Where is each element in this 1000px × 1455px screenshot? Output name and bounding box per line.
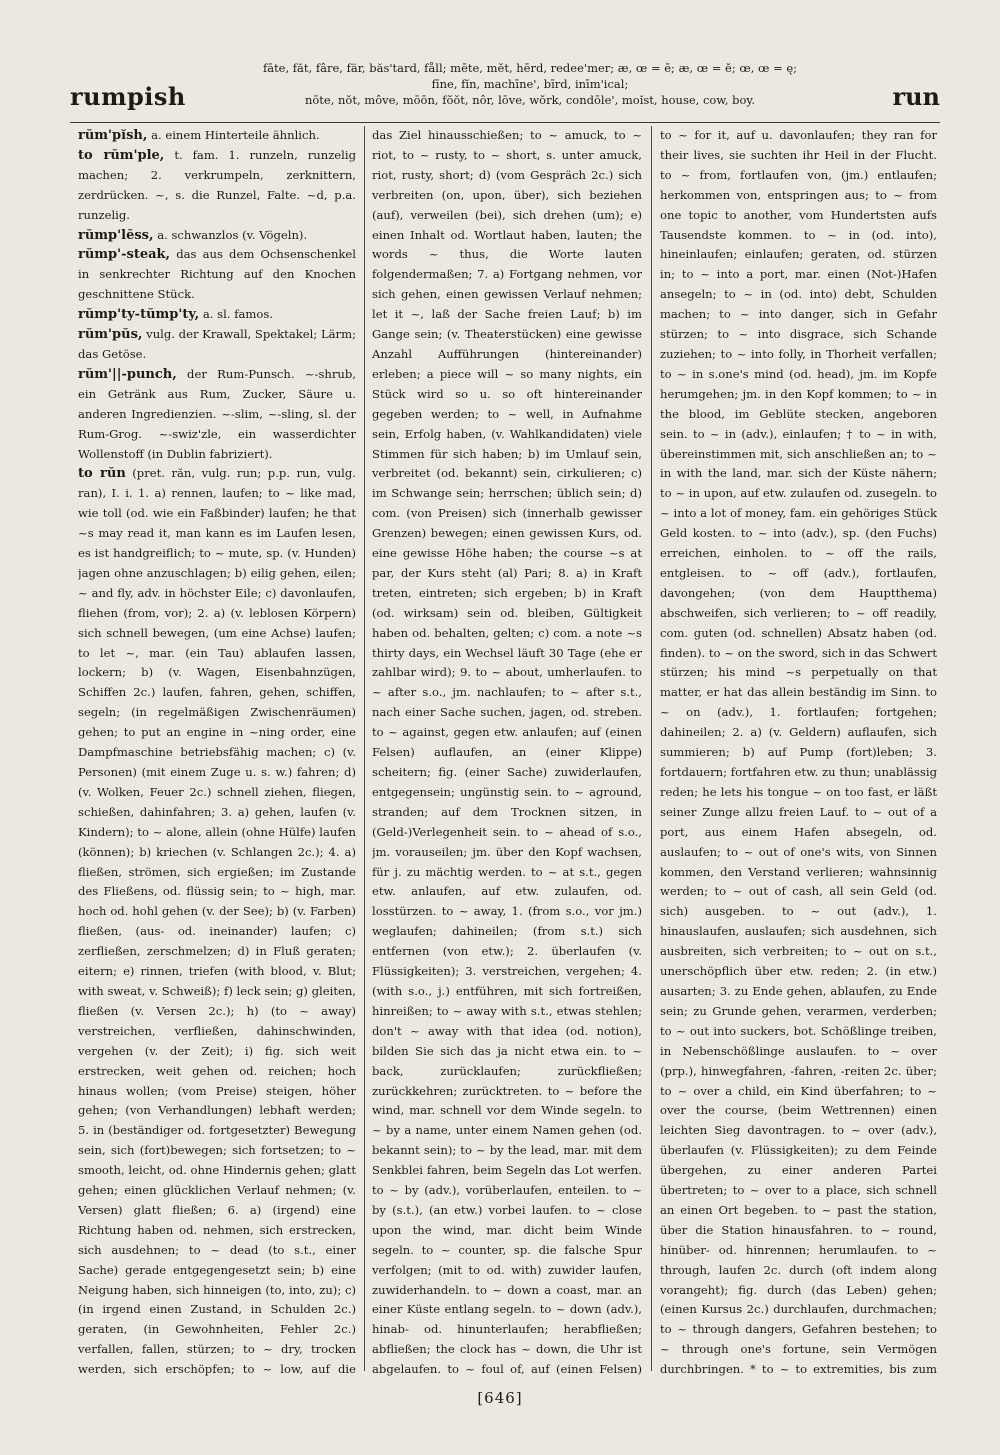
pronunciation-key-line: fīne, fĭn, machīne', bīrd, inīm'ical;: [431, 77, 629, 91]
page-header: [70, 60, 940, 116]
entry-definition: a. sl. famos.: [202, 307, 274, 322]
entry-headword: rŭm'pĭsh,: [78, 128, 148, 143]
entry-headword: rŭm'||-punch,: [78, 366, 177, 382]
header-rule: [70, 122, 940, 123]
entry-definition: a. einem Hinterteile ähnlich.: [151, 128, 320, 142]
dictionary-entry: [78, 325, 356, 365]
entry-definition: t. fam. 1. runzeln, runzelig machen; 2. verkrumpeln, zerknittern, zerdrücken. ~, s. die Runzel, Falte. ~d, p.a. runzelig.: [78, 147, 356, 222]
column-divider: [364, 126, 365, 1371]
dictionary-entry: [660, 126, 937, 1376]
dictionary-entry: [78, 226, 356, 246]
entry-definition: der Rum-Punsch. ~-shrub, ein Getränk aus Rum, Zucker, Säure u. anderen Ingredienzien. ~-slim, ~-sling, sl. der Rum-Grog. ~-swiz'zle, ein wasserdichter Wollenstoff (in Dublin fabriziert).: [78, 366, 356, 461]
dictionary-column-3: [660, 126, 937, 1376]
entry-headword: rŭmp'ty-tŭmp'ty,: [78, 307, 200, 323]
guide-word-right: run: [892, 82, 940, 111]
guide-word-left: rumpish: [70, 82, 186, 111]
entry-definition: vulg. der Krawall, Spektakel; Lärm; das Getöse.: [78, 327, 356, 361]
page-number: [646]: [477, 1389, 523, 1407]
entry-definition: das aus dem Ochsenschenkel in senkrechter Richtung auf den Knochen geschnittene Stück.: [78, 247, 356, 302]
entry-definition: das Ziel hinausschießen; to ~ amuck, to ~ riot, to ~ rusty, to ~ short, s. unter amuck, riot, rusty, short; d) (vom Gespräch 2c.) sich verbreiten (on, upon, über), sich beziehen (auf), verweilen (bei), sich drehen (um); e) einen Inhalt od. Wortlaut haben, lauten; the words ~ thus, die Worte lauten folgendermaßen; 7. a) Fortgang nehmen, vor sich gehen, einen gewissen Verlauf nehmen; let it ~, laß der Sache freien Lauf; b) im Gange sein; (v. Theaterstücken) eine gewisse Anzahl Aufführungen (hintereinander) erleben; a piece will ~ so many nights, ein Stück wird so u. so oft hintereinander gegeben werden; to ~ well, in Aufnahme sein, Erfolg haben, (v. Wahlkandidaten) viele Stimmen für sich haben; b) im Umlauf sein, verbreitet (od. bekannt) sein, cirkulieren; c) im Schwange sein; herrschen; üblich sein; d) com. (von Preisen) sich (innerhalb gewisser Grenzen) bewegen; einen gewissen Kurs, od. eine gewisse Höhe haben; the course ~s at par, der Kurs steht (al) Pari; 8. a) in Kraft treten, eintreten; sich ergeben; b) in Kraft (od. wirksam) sein od. bleiben, Gültigkeit haben od. behalten, gelten; c) com. a note ~s thirty days, ein Wechsel läuft 30 Tage (ehe er zahlbar wird); 9. to ~ about, umherlaufen. to ~ after s.o., jm. nachlaufen; to ~ after s.t., nach einer Sache suchen, jagen, od. streben. to ~ against, gegen etw. anlaufen; auf (einen Felsen) auflaufen, an (einer Klippe) scheitern; fig. (einer Sache) zuwiderlaufen, entgegensein; ungünstig sein. to ~ aground, stranden; auf dem Trocknen sitzen, in (Geld-)Verlegenheit sein. to ~ ahead of s.o., jm. vorauseilen; jm. über den Kopf wachsen, für j. zu mächtig werden. to ~ at s.t., gegen etw. anlaufen, auf etw. zulaufen, od. losstürzen. to ~ away, 1. (from s.o., vor jm.) weglaufen; dahineilen; (from s.t.) sich entfernen (von etw.); 2. überlaufen (v. Flüssigkeiten); 3. verstreichen, vergehen; 4. (with s.o., j.) entführen, mit sich fortreißen, hinreißen; to ~ away with s.t., etwas stehlen; don't ~ away with that idea (od. notion), bilden Sie sich das ja nicht etwa ein. to ~ back, zurücklaufen; zurückfließen; zurückkehren; zurücktreten. to ~ before the wind, mar. schnell vor dem Winde segeln. to ~ by a name, unter einem Namen gehen (od. bekannt sein); to ~ by the lead, mar. mit dem Senkblei fahren, beim Segeln das Lot werfen. to ~ by (adv.), vorüberlaufen, enteilen. to ~ by (s.t.), (an etw.) vorbei laufen. to ~ close upon the wind, mar. dicht beim Winde segeln. to ~ counter, sp. die falsche Spur verfolgen; (mit to od. with) zuwider laufen, zuwiderhandeln. to ~ down a coast, mar. an einer Küste entlang segeln. to ~ down (adv.), hinab- od. hinunterlaufen; herabfließen; abfließen; the clock has ~ down, die Uhr ist abgelaufen. to ~ foul of, auf (einen Felsen): [372, 128, 642, 1376]
pronunciation-key-line: fāte, făt, fâre, fär, băs'tard, fåll; mēte, mĕt, hērd, redee'mer; æ, œ = ē; æ, œ = ĕ; œ, œ = ę;: [262, 61, 798, 75]
entry-headword: rŭm'pŭs,: [78, 327, 143, 343]
pronunciation-key: [230, 60, 830, 108]
entry-headword: to rŭn: [78, 466, 126, 482]
dictionary-entry: [78, 365, 356, 465]
entry-definition: (pret. răn, vulg. run; p.p. run, vulg. ran), I. i. 1. a) rennen, laufen; to ~ like mad, wie toll (od. wie ein Faßbinder) laufen; he that ~s may read it, man kann es im Laufen lesen, es ist handgreiflich; to ~ mute, sp. (v. Hunden) jagen ohne anzuschlagen; b) eilig gehen, eilen; ~ and fly, adv. in höchster Eile; c) davonlaufen, fliehen (from, vor); 2. a) (v. leblosen Körpern) sich schnell bewegen, (um eine Achse) laufen; to let ~, mar. (ein Tau) ablaufen lassen, lockern; b) (v. Wagen, Eisenbahnzügen, Schiffen 2c.) laufen, fahren, gehen, schiffen, segeln; (in regelmäßigen Zwischenräumen) gehen; to put an engine in ~ning order, eine Dampfmaschine betriebsfähig machen; c) (v. Personen) (mit einem Zuge u. s. w.) fahren; d) (v. Wolken, Feuer 2c.) schnell ziehen, fliegen, schießen, dahinfahren; 3. a) gehen, laufen (v. Kindern); to ~ alone, allein (ohne Hülfe) laufen (können); b) kriechen (v. Schlangen 2c.); 4. a) fließen, strömen, sich ergießen; im Zustande des Fließens, od. flüssig sein; to ~ high, mar. hoch od. hohl gehen (v. der See); b) (v. Farben) fließen, (aus- od. ineinander) laufen; c) zerfließen, zerschmelzen; d) in Fluß geraten; eitern; e) rinnen, triefen (with blood, v. Blut; with sweat, v. Schweiß); f) leck sein; g) gleiten, fließen (v. Versen 2c.); h) (to ~ away) verstreichen, verfließen, dahinschwinden, vergehen (v. der Zeit); i) fig. sich weit erstrecken, weit gehen od. reichen; hoch hinaus wollen; (vom Preise) steigen, höher gehen; (von Verhandlungen) lebhaft werden; 5. in (beständiger od. fortgesetzter) Bewegung sein, sich (fort)bewegen; sich fortsetzen; to ~ smooth, leicht, od. ohne Hindernis gehen; glatt gehen; einen glücklichen Verlauf nehmen; (v. Versen) glatt fließen; 6. a) (irgend) eine Richtung haben od. nehmen, sich erstrecken, sich ausdehnen; to ~ dead (to s.t., einer Sache) gerade entgegengesetzt sein; b) eine Neigung haben, sich hinneigen (to, into, zu); c) (in irgend einen Zustand, in Schulden 2c.) geraten, (in Gewohnheiten, Fehler 2c.) verfallen, fallen, stürzen; to ~ dry, trocken werden, sich erschöpfen; to ~ low, auf die: [78, 466, 356, 1376]
entry-headword: to rŭm'ple,: [78, 147, 165, 163]
dictionary-column-2: [372, 126, 642, 1376]
dictionary-entry: [372, 126, 642, 1376]
pronunciation-key-line: nōte, nŏt, môve, mōōn, fŏŏt, nôr, lōve, wŏrk, condōle', moĭst, house, cow, boy.: [304, 93, 756, 107]
column-divider: [651, 126, 652, 1371]
entry-definition: a. schwanzlos (v. Vögeln).: [157, 227, 308, 242]
dictionary-column-1: [78, 126, 356, 1376]
dictionary-entry: [78, 305, 356, 325]
dictionary-entry: [78, 464, 356, 1376]
entry-headword: rŭmp'lĕss,: [78, 227, 154, 243]
dictionary-entry: [78, 126, 356, 146]
dictionary-entry: [78, 245, 356, 305]
dictionary-entry: [78, 146, 356, 226]
entry-definition: to ~ for it, auf u. davonlaufen; they ran for their lives, sie suchten ihr Heil in der Flucht. to ~ from, fortlaufen von, (jm.) entlaufen; herkommen von, entspringen aus; to ~ from one topic to another, vom Hundertsten aufs Tausendste kommen. to ~ in (od. into), hineinlaufen; einlaufen; geraten, od. stürzen in; to ~ into a port, mar. einen (Not-)Hafen ansegeln; to ~ in (od. into) debt, Schulden machen; to ~ into danger, sich in Gefahr stürzen; to ~ into disgrace, sich Schande zuziehen; to ~ into folly, in Thorheit verfallen; to ~ in s.one's mind (od. head), jm. im Kopfe herumgehen; jm. in den Kopf kommen; to ~ in the blood, im Geblüte stecken, angeboren sein. to ~ in (adv.), einlaufen; † to ~ in with, übereinstimmen mit, sich anschließen an; to ~ in with the land, mar. sich der Küste nähern; to ~ in upon, auf etw. zulaufen od. zusegeln. to ~ into a lot of money, fam. ein gehöriges Stück Geld kosten. to ~ into (adv.), sp. (den Fuchs) erreichen, einholen. to ~ off the rails, entgleisen. to ~ off (adv.), fortlaufen, davongehen; (von dem Hauptthema) abschweifen, sich verlieren; to ~ off readily, com. guten (od. schnellen) Absatz haben (od. finden). to ~ on the sword, sich in das Schwert stürzen; his mind ~s perpetually on that matter, er hat das allein beständig im Sinn. to ~ on (adv.), 1. fortlaufen; fortgehen; dahineilen; 2. a) (v. Geldern) auflaufen, sich summieren; b) auf Pump (fort)leben; 3. fortdauern; fortfahren etw. zu thun; unablässig reden; he lets his tongue ~ on too fast, er läßt seiner Zunge allzu freien Lauf. to ~ out of a port, aus einem Hafen absegeln, od. auslaufen; to ~ out of one's wits, von Sinnen kommen, den Verstand verlieren; wahnsinnig werden; to ~ out of cash, all sein Geld (od. sich) ausgeben. to ~ out (adv.), 1. hinauslaufen, auslaufen; sich ausdehnen, sich ausbreiten, sich verbreiten; to ~ out on s.t., unerschöpflich über etw. reden; 2. (in etw.) ausarten; 3. zu Ende gehen, ablaufen, zu Ende sein; zu Grunde gehen, verarmen, verderben; to ~ out into suckers, bot. Schößlinge treiben, in Nebenschößlinge auslaufen. to ~ over (prp.), hinwegfahren, -fahren, -reiten 2c. über; to ~ over a child, ein Kind überfahren; to ~ over the course, (beim Wettrennen) einen leichten Sieg davontragen. to ~ over (adv.), überlaufen (v. Flüssigkeiten); zu dem Feinde übergehen, zu einer anderen Partei übertreten; to ~ over to a place, sich schnell an einen Ort begeben. to ~ past the station, über die Station hinausfahren. to ~ round, hinüber- od. hinrennen; herumlaufen. to ~ through, laufen 2c. durch (oft indem along vorangeht); fig. durch (das Leben) gehen; (einen Kursus 2c.) durchlaufen, durchmachen; to ~ through dangers, Gefahren bestehen; to ~ through one's fortune, sein Vermögen durchbringen. * to ~ to extremities, bis zum: [660, 128, 937, 1376]
entry-headword: rŭmp'-steak,: [78, 247, 171, 263]
